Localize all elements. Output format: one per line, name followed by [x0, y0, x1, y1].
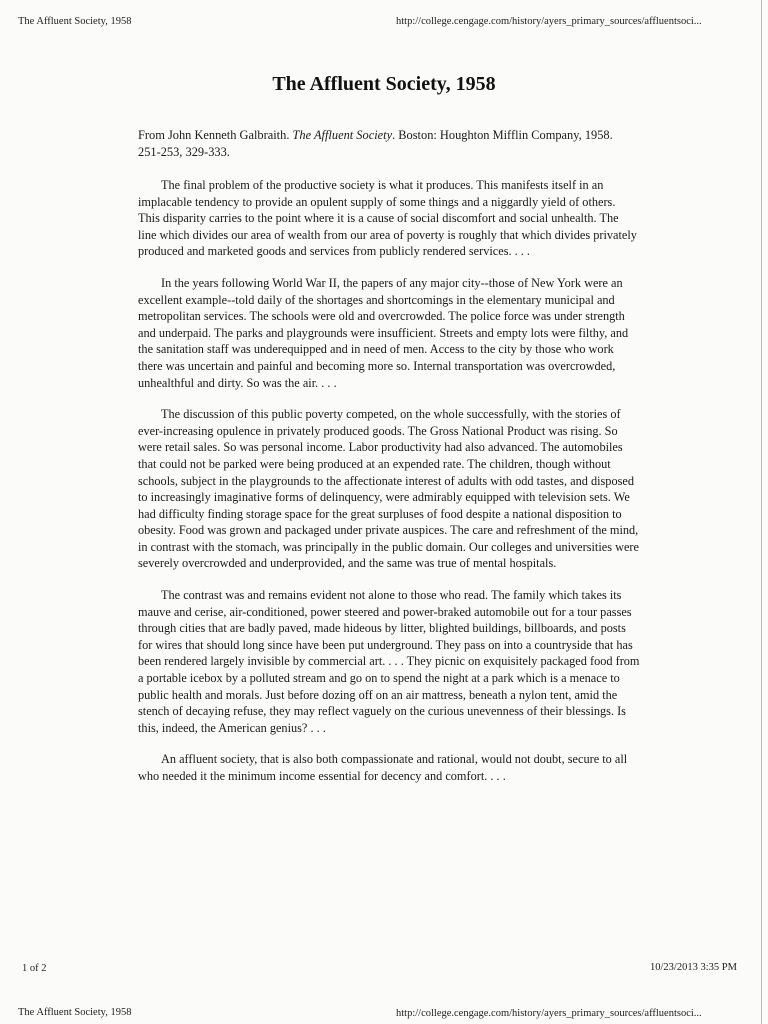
- paragraph-2: In the years following World War II, the papers of any major city--those of New York were an excellent example--told daily of the shortages and shortcomings in the elementary municipal and metropolitan services. The schools were old and overcrowded. The police force was under strength and underpaid. The parks and playgrounds were insufficient. Streets and empty lots were filthy, and the sanitation staff was underequipped and in need of men. Access to the city by those who work there was uncertain and painful and becoming more so. Internal transportation was overcrowded, unhealthful and dirty. So was the air. . . .: [138, 275, 629, 390]
- citation-prefix: From John Kenneth Galbraith.: [138, 128, 293, 142]
- citation-book-title: The Affluent Society: [292, 128, 393, 142]
- document-title: The Affluent Society, 1958: [272, 73, 496, 95]
- paragraph-1: The final problem of the productive society is what it produces. This manifests itself in an implacable tendency to provide an opulent supply of some things and a niggardly yield of others. This disparity carries to the point where it is a cause of social discomfort and social unhealth. The line which divides our area of wealth from our area of poverty is roughly that which divides privately produced and marketed goods and services from publicly rendered services. . . .: [138, 178, 637, 259]
- paragraph-4: The contrast was and remains evident not alone to those who read. The family which takes its mauve and cerise, air-conditioned, power steered and power-braked automobile out for a tour passes through cities that are badly paved, made hideous by litter, blighted buildings, billboards, and posts for wires that should long since have been put underground. They pass on into a countryside that has been rendered largely invisible by commercial art. . . . They picnic on exquisitely packaged food from a portable icebox by a polluted stream and go on to spend the night at a park which is a menace to public health and morals. Just before dozing off on an air mattress, beneath a nylon tent, amid the stench of decaying refuse, they may reflect vaguely on the curious unevenness of their blessings. Is this, indeed, the American genius? . . .: [138, 588, 640, 735]
- page-edge-divider: [761, 0, 762, 1024]
- paragraph-5: An affluent society, that is also both compassionate and rational, would not doubt, secure to all who needed it the minimum income essential for decency and comfort. . . .: [138, 752, 628, 783]
- print-header-title: The Affluent Society, 1958: [18, 16, 132, 27]
- next-page-header-title: The Affluent Society, 1958: [18, 1007, 132, 1018]
- next-page-header-url: http://college.cengage.com/history/ayers_primary_sources/affluentsoci...: [396, 1008, 702, 1019]
- page-number: 1 of 2: [22, 963, 47, 974]
- print-datetime: 10/23/2013 3:35 PM: [650, 962, 737, 973]
- citation-suffix: . Boston: Houghton Mifflin Company, 1958. 251-253, 329-333.: [138, 128, 613, 159]
- print-header-url: http://college.cengage.com/history/ayers_primary_sources/affluentsoci...: [396, 16, 702, 27]
- paragraph-3: The discussion of this public poverty competed, on the whole successfully, with the stories of ever-increasing opulence in privately produced goods. The Gross National Product was rising. So were retail sales. So was personal income. Labor productivity had also advanced. The automobiles that could not be parked were being produced at an expended rate. The children, though without schools, subject in the playgrounds to the affectionate interest of adults with odd tastes, and disposed to increasingly imaginative forms of delinquency, were admirably equipped with television sets. We had difficulty finding storage space for the great surpluses of food despite a national disposition to obesity. Food was grown and packaged under private auspices. The care and refreshment of the mind, in contrast with the stomach, was principally in the public domain. Our colleges and universities were severely overcrowded and underprovided, and the same was true of mental hospitals.: [138, 407, 639, 571]
- source-citation: [138, 127, 618, 161]
- document-body: [138, 177, 640, 800]
